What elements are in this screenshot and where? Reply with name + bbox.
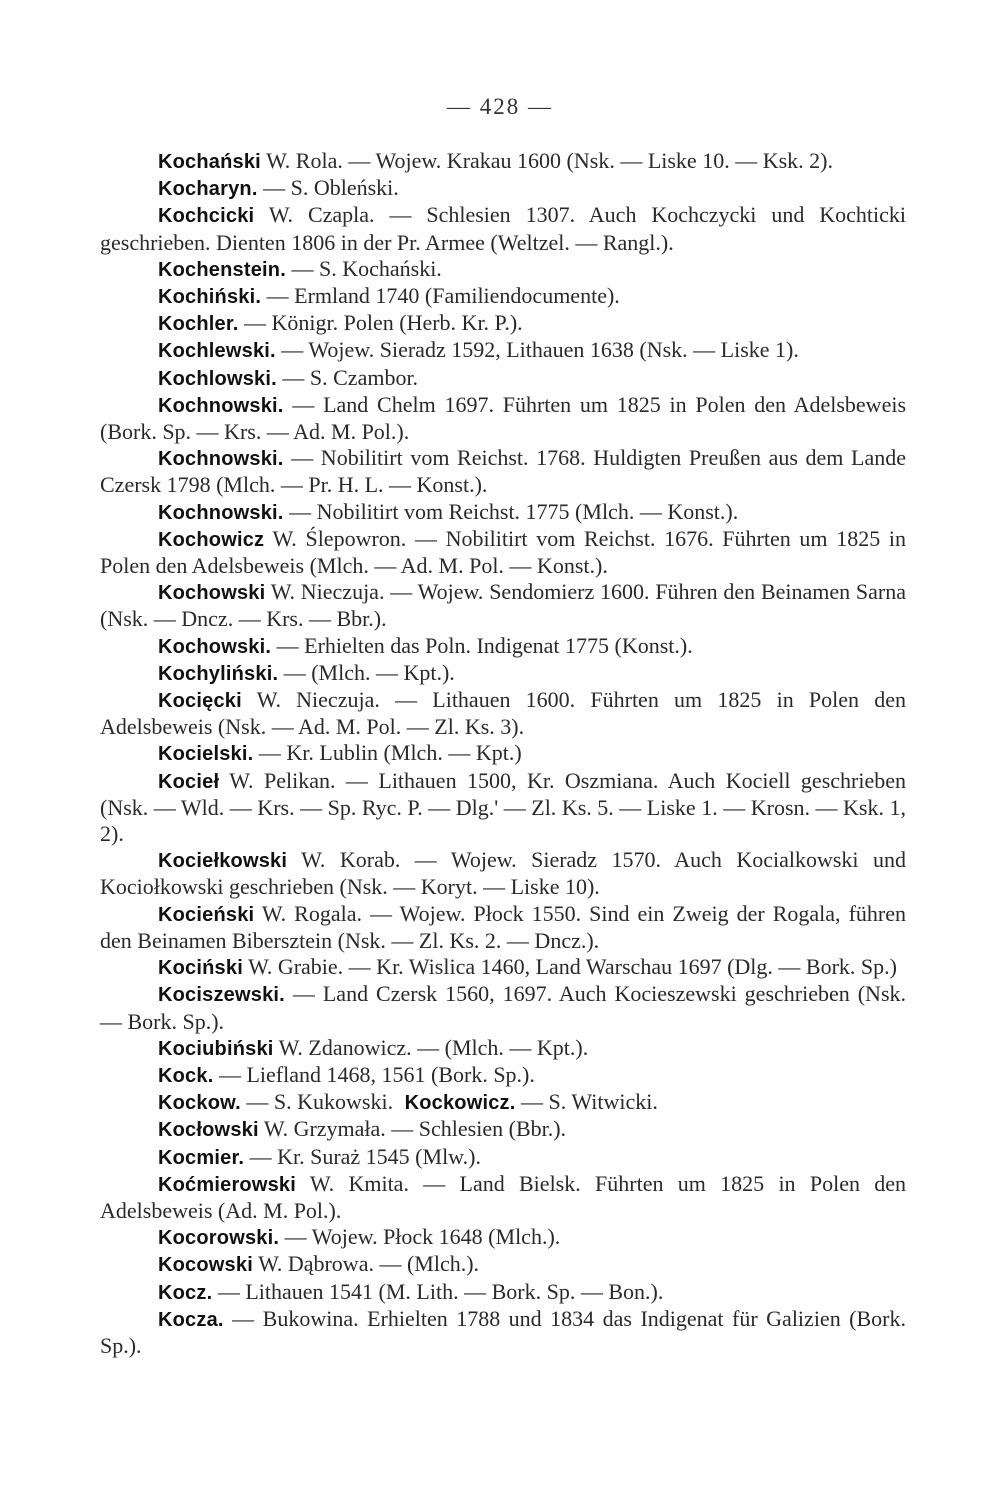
list-item — [100, 1116, 906, 1143]
entry-name-secondary: Kockowicz. — [404, 1092, 516, 1115]
list-item — [100, 1089, 906, 1116]
list-item — [100, 445, 906, 498]
entry-name: Kochowicz — [158, 528, 265, 551]
entry-name: Kociełkowski — [158, 850, 288, 873]
entry-name: Kockow. — [158, 1092, 241, 1115]
entry-text-secondary: — S. Witwicki. — [521, 1089, 658, 1115]
list-item — [100, 392, 906, 445]
entry-text: W. Rola. — Wojew. Krakau 1600 (Nsk. — Liske 10. — Ksk. 2). — [266, 148, 833, 173]
entry-name: Kochyliński. — [158, 662, 279, 685]
entry-text: W. Kmita. — Land Bielsk. Führten um 1825 in Polen den Adelsbeweis (Ad. M. Pol.). — [100, 1170, 907, 1223]
list-item — [100, 981, 906, 1034]
entry-name: Kocieł — [158, 770, 220, 793]
list-item — [100, 901, 906, 954]
list-item — [100, 579, 906, 632]
entry-name: Kock. — [158, 1064, 214, 1087]
list-item — [100, 1171, 906, 1224]
list-item — [100, 202, 906, 255]
list-item — [100, 283, 906, 310]
entry-text: — Wojew. Płock 1648 (Mlch.). — [284, 1224, 561, 1250]
entry-text: — Königr. Polen (Herb. Kr. P.). — [244, 310, 523, 336]
entry-name: Kocharyn. — [158, 178, 258, 201]
list-item — [100, 1251, 906, 1278]
entry-name: Kocz. — [158, 1281, 213, 1304]
entry-name: Kochenstein. — [158, 258, 286, 281]
entry-text: W. Nieczuja. — Lithauen 1600. Führten um 1825 in Polen den Adelsbeweis (Nsk. — Ad. M. Pol. — Zl. Ks. 3). — [100, 687, 906, 740]
entry-text: — Land Chelm 1697. Führten um 1825 in Polen den Adelsbeweis (Bork. Sp. — Krs. — Ad. M. Pol.). — [100, 391, 907, 445]
entry-text: — Land Czersk 1560, 1697. Auch Kocieszewski geschrieben (Nsk. — Bork. Sp.). — [100, 981, 906, 1034]
entry-text: W. Czapla. — Schlesien 1307. Auch Kochczycki und Kochticki geschrieben. Dienten 1806 in der Pr. Armee (Weltzel. — Rangl.). — [100, 202, 906, 255]
entry-text: — Bukowina. Erhielten 1788 und 1834 das Indigenat für Galizien (Bork. Sp.). — [100, 1305, 907, 1358]
list-item — [100, 148, 906, 175]
entry-text: — Lithauen 1541 (M. Lith. — Bork. Sp. — Bon.). — [217, 1278, 664, 1304]
entry-list — [100, 148, 906, 1359]
entry-name: Kochowski. — [158, 635, 272, 658]
entry-text: W. Pelikan. — Lithauen 1500, Kr. Oszmiana. Auch Kociell geschrieben (Nsk. — Wld. — Krs. — Sp. Ryc. P. — Dlg.' — Zl. Ks. 5. — Liske 1. — Krosn. — Ksk. 1, 2). — [100, 767, 906, 847]
page-number: — 428 — — [447, 94, 553, 119]
list-item — [100, 499, 906, 526]
list-item — [100, 1062, 906, 1089]
entry-text: — S. Obleński. — [263, 175, 399, 201]
entry-text: — Kr. Lublin (Mlch. — Kpt.) — [258, 740, 522, 766]
list-item — [100, 954, 906, 981]
list-item — [100, 660, 906, 687]
entry-name: Kochnowski. — [158, 394, 284, 417]
entry-text: — Erhielten das Poln. Indigenat 1775 (Konst.). — [276, 632, 693, 658]
entry-text: — Ermland 1740 (Familiendocumente). — [266, 283, 620, 309]
list-item — [100, 256, 906, 283]
list-item — [100, 337, 906, 364]
entry-text: W. Korab. — Wojew. Sieradz 1570. Auch Kocialkowski und Kociołkowski geschrieben (Nsk. — Koryt. — Liske 10). — [100, 847, 906, 900]
list-item — [100, 740, 906, 767]
entry-name: Kociński — [158, 957, 243, 980]
list-item — [100, 175, 906, 202]
entry-text: W. Rogala. — Wojew. Płock 1550. Sind ein Zweig der Rogala, führen den Beinamen Bibersztein (Nsk. — Zl. Ks. 2. — Dncz.). — [100, 900, 906, 953]
entry-name: Kochler. — [158, 313, 239, 336]
entry-text: W. Zdanowicz. — (Mlch. — Kpt.). — [278, 1034, 589, 1060]
entry-name: Kochlewski. — [158, 340, 276, 363]
entry-name: Kocięcki — [158, 690, 242, 713]
list-item — [100, 365, 906, 392]
entry-text: — S. Kochański. — [291, 255, 442, 281]
entry-name: Kochcicki — [158, 205, 255, 228]
entry-text: — S. Czambor. — [282, 364, 419, 390]
list-item — [100, 687, 906, 740]
entry-name: Kocieński — [158, 903, 255, 926]
list-item — [100, 1306, 906, 1359]
entry-text: W. Grzymała. — Schlesien (Bbr.). — [263, 1116, 567, 1142]
entry-text: W. Nieczuja. — Wojew. Sendomierz 1600. Führen den Beinamen Sarna (Nsk. — Dncz. — Krs. — Bbr.). — [100, 579, 906, 632]
entry-text: W. Ślepowron. — Nobilitirt vom Reichst. 1676. Führten um 1825 in Polen den Adelsbeweis (Mlch. — Ad. M. Pol. — Konst.). — [100, 525, 906, 579]
entry-text: — Kr. Suraż 1545 (Mlw.). — [249, 1143, 481, 1169]
list-item — [100, 633, 906, 660]
list-item — [100, 1279, 906, 1306]
list-item — [100, 526, 906, 579]
list-item — [100, 1224, 906, 1251]
entry-text: — S. Kukowski. — [246, 1089, 394, 1115]
entry-name: Kochiński. — [158, 286, 262, 309]
entry-text: — Liefland 1468, 1561 (Bork. Sp.). — [218, 1061, 535, 1087]
entry-text: — Nobilitirt vom Reichst. 1775 (Mlch. — Konst.). — [289, 498, 739, 524]
entry-name: Kocorowski. — [158, 1227, 280, 1250]
entry-name: Kocza. — [158, 1308, 224, 1331]
entry-text: — Wojew. Sieradz 1592, Lithauen 1638 (Nsk. — Liske 1). — [281, 337, 799, 363]
list-item — [100, 310, 906, 337]
entry-text: — (Mlch. — Kpt.). — [283, 659, 455, 685]
entry-name: Kochnowski. — [158, 448, 284, 471]
entry-name: Kocłowski — [158, 1119, 259, 1142]
entry-name: Kocowski — [158, 1254, 253, 1277]
entry-name: Koćmierowski — [158, 1173, 297, 1196]
entry-name: Kochański — [158, 151, 261, 173]
entry-name: Kochowski — [158, 582, 266, 605]
list-item — [100, 768, 906, 848]
entry-text: W. Grabie. — Kr. Wislica 1460, Land Warschau 1697 (Dlg. — Bork. Sp.) — [248, 954, 897, 980]
entry-name: Kochlowski. — [158, 367, 277, 390]
entry-name: Kocmier. — [158, 1146, 245, 1169]
entry-name: Kocielski. — [158, 743, 254, 766]
list-item — [100, 847, 906, 900]
list-item — [100, 1035, 906, 1062]
entry-name: Kociubiński — [158, 1037, 274, 1060]
entry-text: — Nobilitirt vom Reichst. 1768. Huldigten Preußen aus dem Lande Czersk 1798 (Mlch. — Pr. H. L. — Konst.). — [100, 445, 906, 498]
entry-name: Kociszewski. — [158, 984, 285, 1007]
entry-name: Kochnowski. — [158, 501, 284, 524]
entry-text: W. Dąbrowa. — (Mlch.). — [258, 1251, 480, 1277]
list-item — [100, 1144, 906, 1171]
